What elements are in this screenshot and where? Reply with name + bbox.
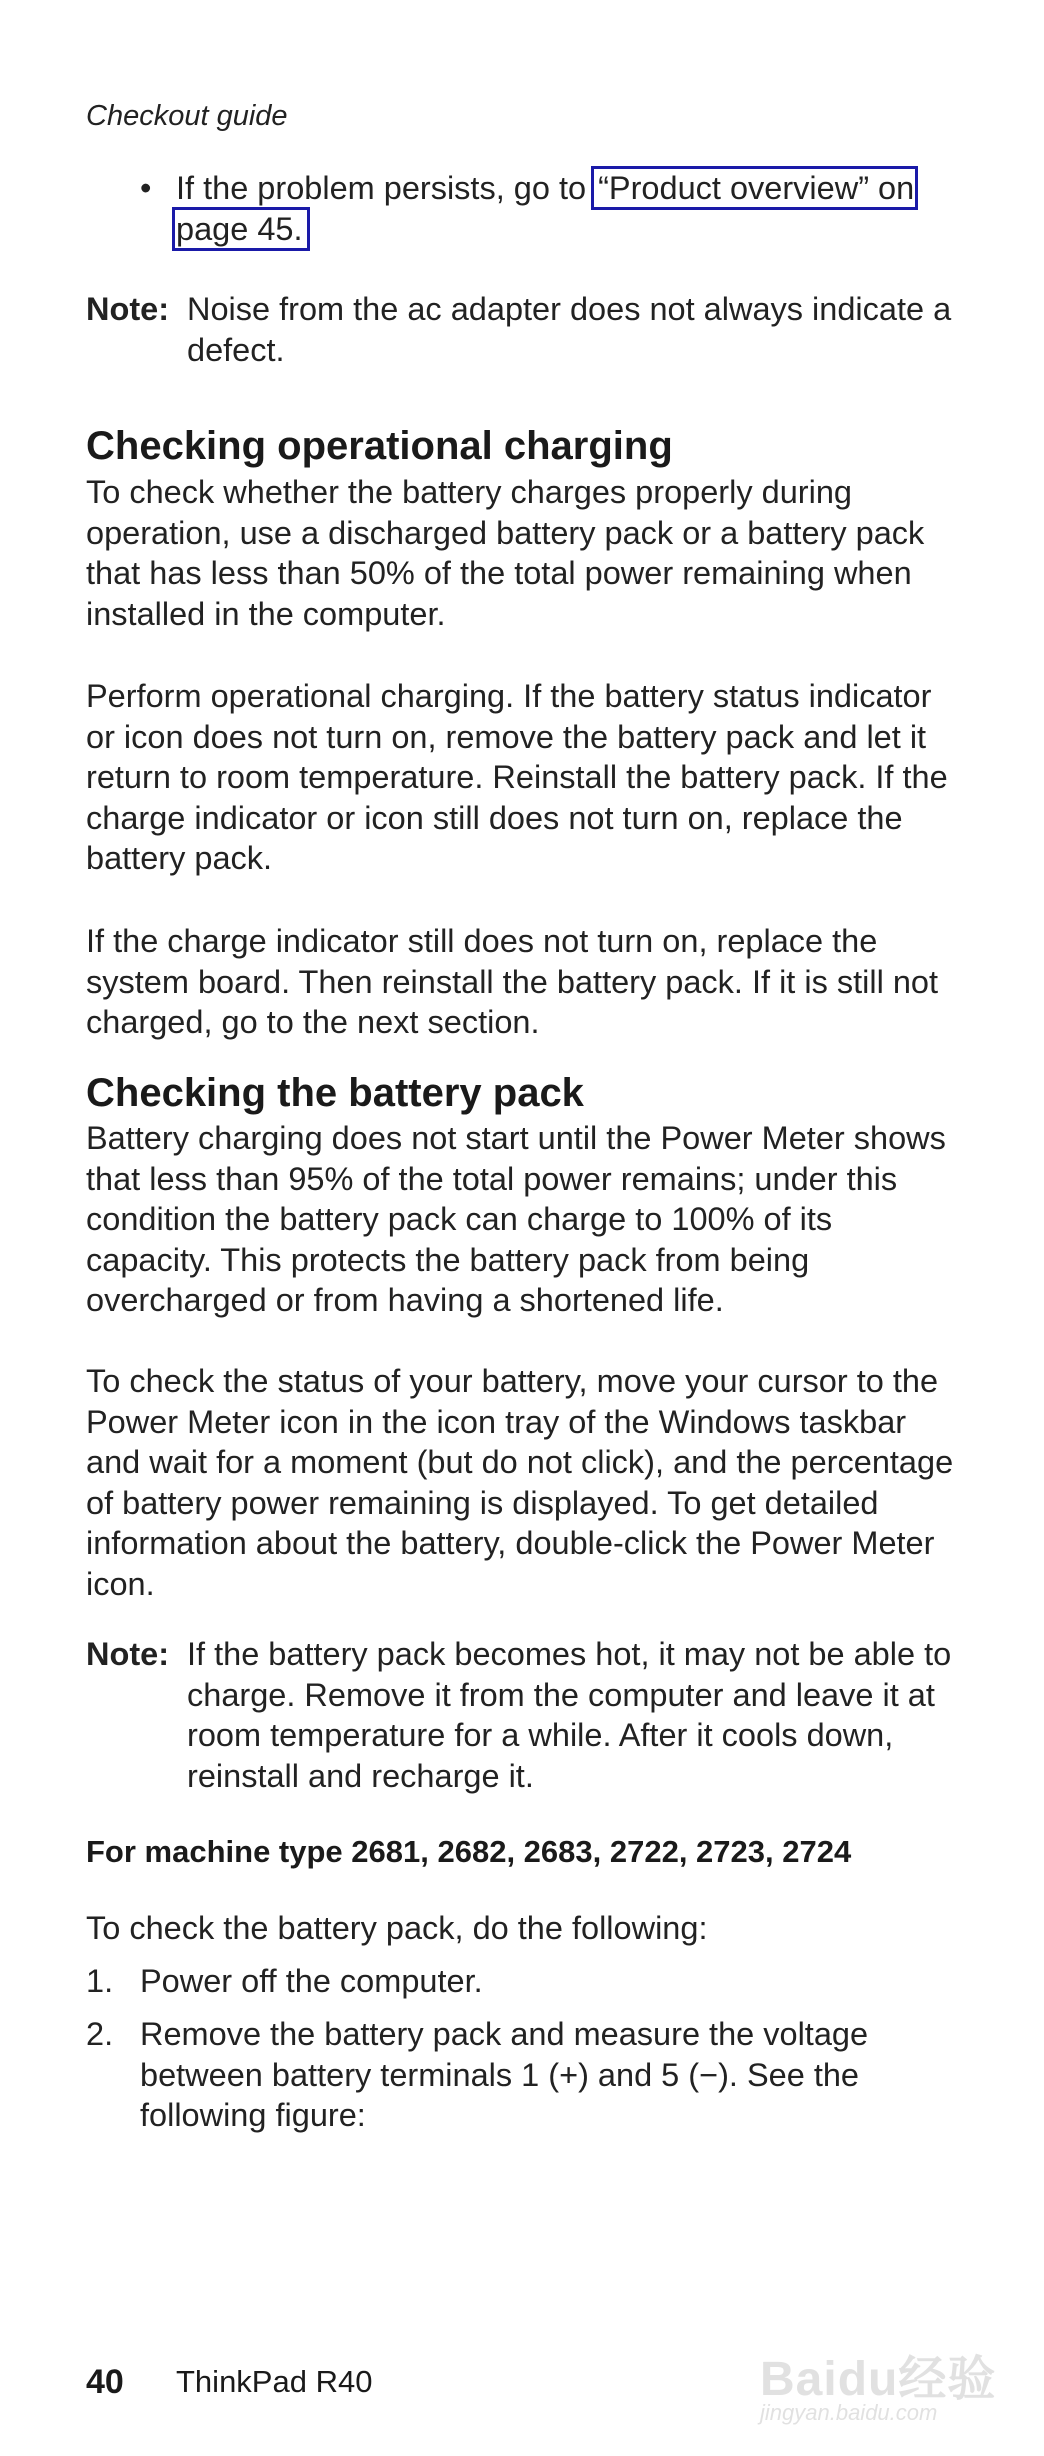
note-battery-hot — [86, 1634, 966, 1796]
steps-intro: To check the battery pack, do the following: — [86, 1910, 708, 1946]
footer-title: ThinkPad R40 — [176, 2364, 373, 2399]
page-number: 40 — [86, 2363, 124, 2401]
list-item — [86, 2014, 966, 2136]
step-number: 2. — [86, 2016, 114, 2052]
paragraph: Battery charging does not start until the Power Meter shows that less than 95% of the total power remains; under this condition the battery pack can charge to 100% of its capacity. This protects the battery pack from being overcharged or from having a shortened life. — [86, 1120, 946, 1318]
paragraph: Perform operational charging. If the battery status indicator or icon does not turn on, remove the battery pack and let it return to room temperature. Reinstall the battery pack. If the charge indicator or icon still does not turn on, replace the battery pack. — [86, 678, 948, 876]
note-label: Note: — [86, 291, 170, 327]
machine-type-subheading: For machine type 2681, 2682, 2683, 2722, 2723, 2724 — [86, 1834, 852, 1869]
bullet-text-lead: If the problem persists, go to — [176, 170, 596, 206]
watermark-main-text: Baidu经验 — [760, 2353, 997, 2406]
section-heading-operational-charging: Checking operational charging — [86, 424, 673, 468]
cross-reference-link[interactable]: “Product overview” on page 45. — [176, 170, 915, 247]
step-number: 1. — [86, 1963, 114, 1999]
step-text: Remove the battery pack and measure the voltage between battery terminals 1 (+) and 5 (−). See the following figure: — [140, 2016, 869, 2133]
section-heading-battery-pack: Checking the battery pack — [86, 1071, 584, 1115]
bullet-item — [140, 168, 970, 249]
watermark-url: jingyan.baidu.com — [760, 2400, 938, 2425]
bullet-symbol: • — [140, 170, 152, 206]
paragraph: To check the status of your battery, move your cursor to the Power Meter icon in the icon tray of the Windows taskbar and wait for a moment (but do not click), and the percentage of battery power remaining is displayed. To get detailed information about the battery, double-click the Power Meter icon. — [86, 1363, 954, 1602]
paragraph: To check whether the battery charges properly during operation, use a discharged battery pack or a battery pack that has less than 50% of the total power remaining when installed in the computer. — [86, 474, 925, 632]
bullet-text — [176, 168, 970, 249]
note-text: Noise from the ac adapter does not always indicate a defect. — [187, 291, 952, 368]
paragraph: If the charge indicator still does not turn on, replace the system board. Then reinstall the battery pack. If it is still not charged, go to the next section. — [86, 923, 938, 1040]
list-item — [86, 1961, 966, 2002]
step-text: Power off the computer. — [140, 1963, 483, 1999]
note-adapter — [86, 289, 966, 370]
note-label: Note: — [86, 1636, 170, 1672]
watermark-logo — [760, 2340, 1010, 2440]
running-header: Checkout guide — [86, 100, 288, 132]
note-text: If the battery pack becomes hot, it may not be able to charge. Remove it from the computer and leave it at room temperature for a while. After it cools down, reinstall and recharge it. — [187, 1636, 952, 1794]
